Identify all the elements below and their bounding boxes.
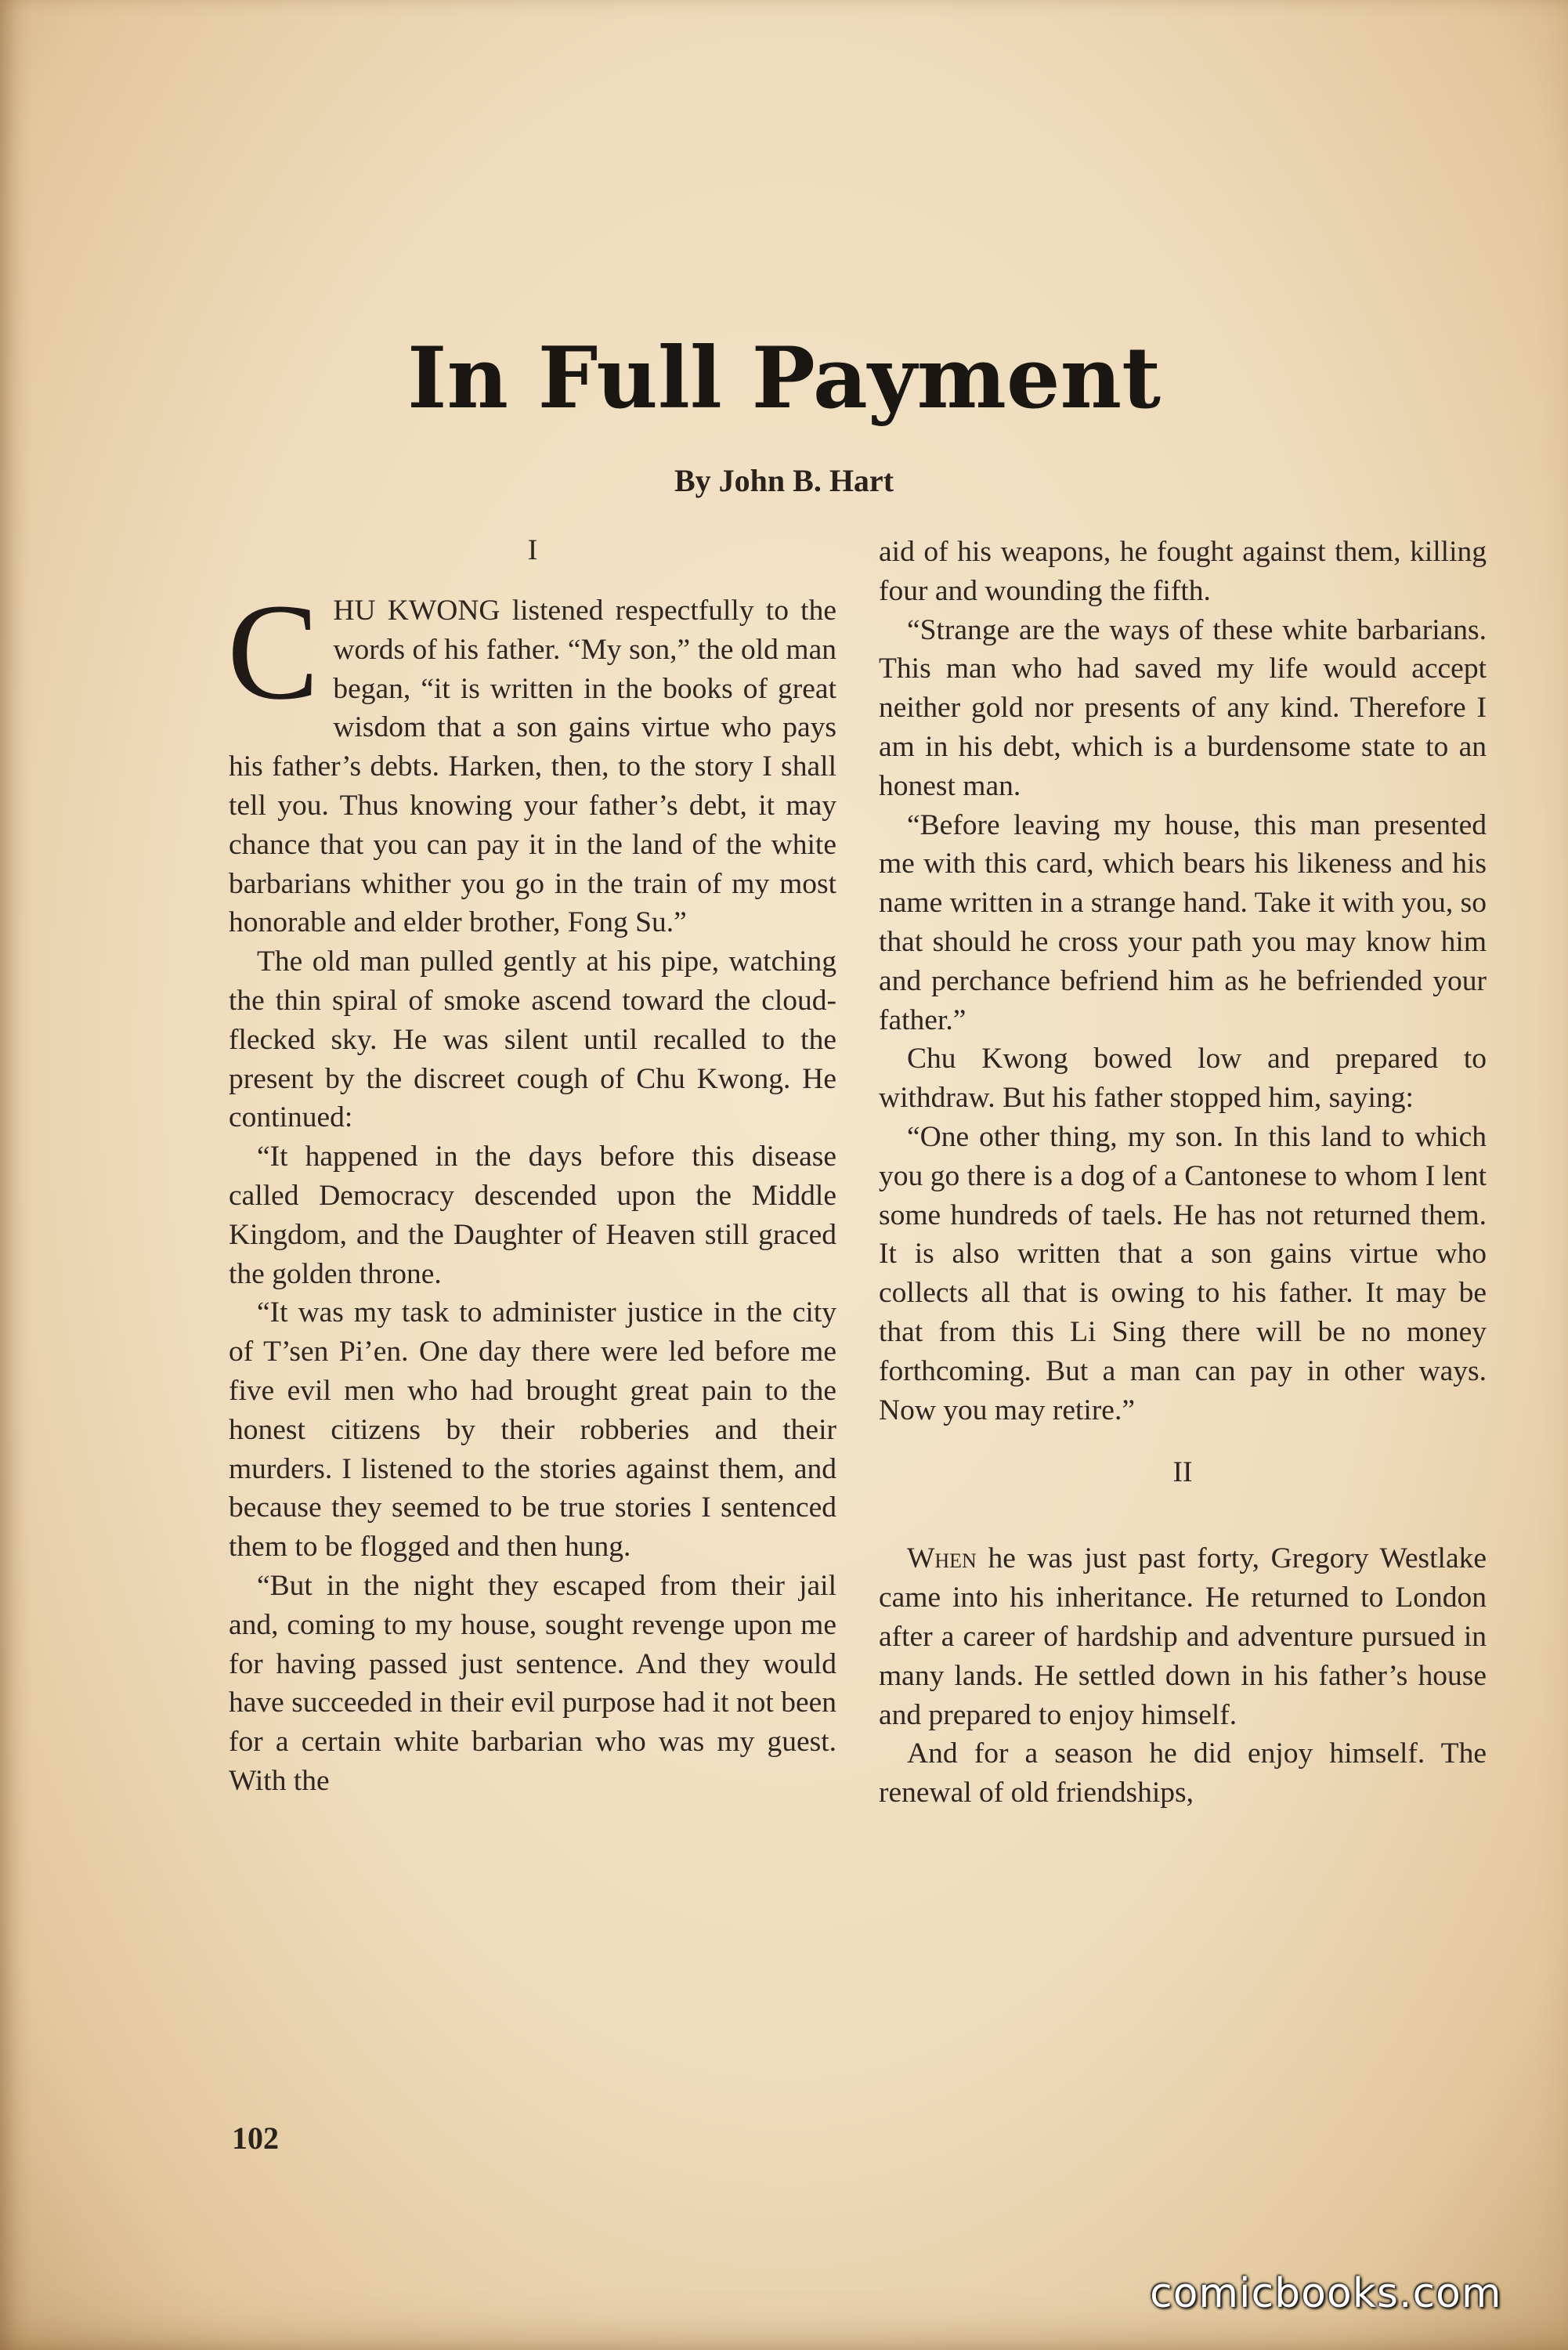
section-heading-1: I bbox=[527, 534, 538, 566]
section-two-paragraph bbox=[879, 1539, 1487, 1734]
right-column bbox=[879, 533, 1487, 1813]
story-title: In Full Payment bbox=[406, 329, 1162, 428]
paragraph: Chu Kwong bowed low and prepared to withdraw. But his father stopped him, saying: bbox=[879, 1043, 1487, 1115]
paragraph: “Strange are the ways of these white barbarians. This man who had saved my life would accept neither gold nor presents of any kind. Therefore I am in his debt, which is a burdensome state to an honest man. bbox=[879, 613, 1487, 802]
small-caps-lead: When bbox=[907, 1542, 977, 1575]
opening-paragraph-block bbox=[227, 576, 836, 942]
paragraph: “It was my task to administer justice in the city of T’sen Pi’en. One day there were led before me five evil men who had brought great pain to the honest citizens by their robberies and their murders. I listened to the stories against them, and because they seemed to be true stories I sentenced them to be flogged and then hung. bbox=[229, 1296, 836, 1564]
watermark: comicbooks.com bbox=[1150, 2270, 1502, 2317]
byline: By John B. Hart bbox=[674, 463, 894, 498]
page-number: 102 bbox=[232, 2120, 279, 2156]
section-two-text: he was just past forty, Gregory Westlake came into his inheritance. He returned to London after a career of hardship and adventure pursued in many lands. He settled down in his father’s house and prepared to enjoy himself. bbox=[879, 1542, 1487, 1731]
opening-paragraph: HU KWONG listened respectfully to the words of his father. “My son,” the old man began, “it is written in the books of great wisdom that a son gains virtue who pays his father’s debts. Harken, then, to the story I shall tell you. Thus knowing your father’s debt, it may chance that you can pay it in the land of the white barbarians whither you go in the train of my most honorable and elder brother, Fong Su.” bbox=[229, 595, 836, 939]
drop-cap: C bbox=[227, 576, 320, 728]
paragraph: “Before leaving my house, this man presented me with this card, which bears his likeness and his name written in a strange hand. Take it with you, so that should he cross your path you may know him and perchance befriend him as he befriended your father.” bbox=[879, 808, 1487, 1036]
section-heading-2: II bbox=[1172, 1456, 1193, 1489]
paragraph: “One other thing, my son. In this land to which you go there is a dog of a Cantonese to whom I lent some hundreds of taels. He has not returned them. It is also written that a son gains virtue who collects all that is owing to his father. It may be that from this Li Sing there will be no money forthcoming. But a man can pay in other ways. Now you may retire.” bbox=[879, 1120, 1487, 1426]
paragraph: “It happened in the days before this disease called Democracy descended upon the Middle Kingdom, and the Daughter of Heaven still graced the golden throne. bbox=[229, 1141, 836, 1290]
left-column bbox=[229, 525, 836, 1801]
paragraph: And for a season he did enjoy himself. The renewal of old friendships, bbox=[879, 1737, 1487, 1810]
paragraph: The old man pulled gently at his pipe, watching the thin spiral of smoke ascend toward the cloud-flecked sky. He was silent until recalled to the present by the discreet cough of Chu Kwong. He continued: bbox=[229, 945, 836, 1134]
paragraph: “But in the night they escaped from their jail and, coming to my house, sought revenge upon me for having passed just sentence. And they would have succeeded in their evil purpose had it not been for a certain white barbarian who was my guest. With the bbox=[229, 1569, 836, 1797]
continued-paragraph: aid of his weapons, he fought against them, killing four and wounding the fifth. bbox=[879, 536, 1487, 607]
